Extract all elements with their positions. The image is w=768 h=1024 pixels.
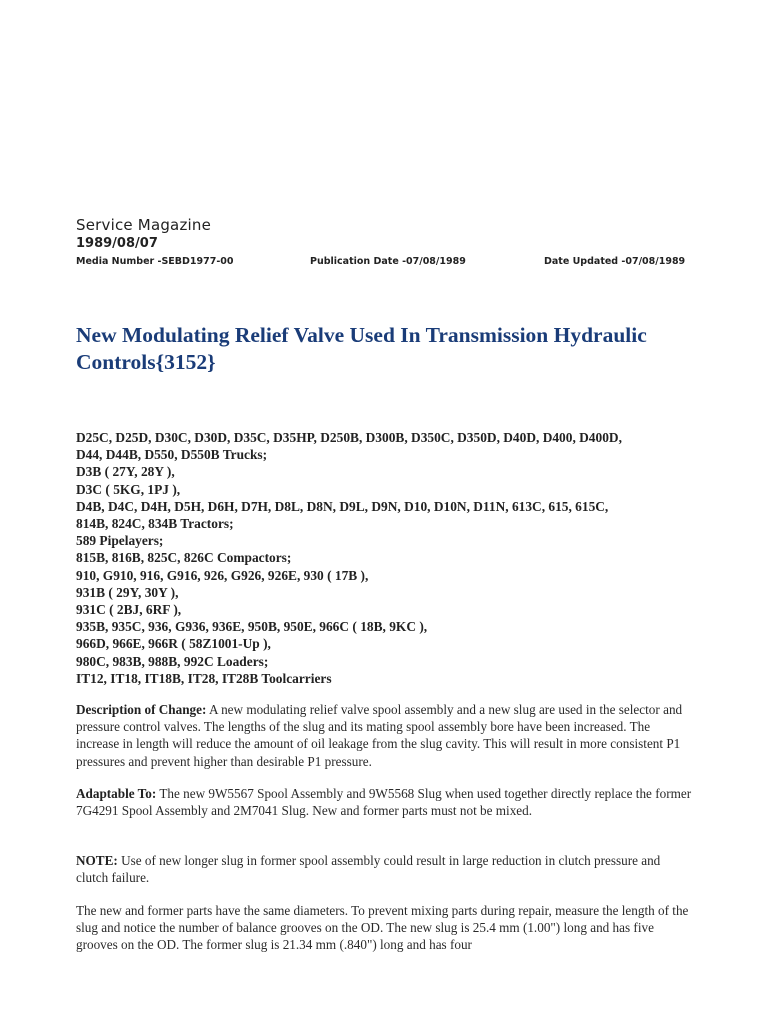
model-line: D3B ( 27Y, 28Y ), — [76, 464, 175, 480]
magazine-title: Service Magazine — [76, 216, 212, 234]
model-line: 931C ( 2BJ, 6RF ), — [76, 602, 182, 618]
parts-paragraph: The new and former parts have the same diameters. To prevent mixing parts during repair, measure the length of the slug and notice the number of balance grooves on the OD. The new slug is 25.4 mm (1.00") long and has five grooves on the OD. The former slug is 21.34 mm (.840") long and has four — [76, 903, 689, 953]
adaptable-paragraph — [76, 785, 694, 819]
applicable-models-list — [76, 429, 716, 687]
model-line: D44, D44B, D550, D550B Trucks; — [76, 447, 268, 463]
publication-date: Publication Date -07/08/1989 — [310, 256, 466, 267]
model-line: 910, G910, 916, G916, 926, G926, 926E, 930 ( 17B ), — [76, 567, 369, 583]
model-line: 815B, 816B, 825C, 826C Compactors; — [76, 550, 292, 566]
note-text: Use of new longer slug in former spool assembly could result in large reduction in clutch pressure and clutch failure. — [76, 853, 661, 886]
model-line: D3C ( 5KG, 1PJ ), — [76, 481, 181, 497]
note-label: NOTE: — [76, 853, 118, 868]
adaptable-label: Adaptable To: — [76, 786, 157, 801]
model-line: D25C, D25D, D30C, D30D, D35C, D35HP, D250B, D300B, D350C, D350D, D40D, D400, D400D, — [76, 430, 622, 445]
description-paragraph — [76, 701, 694, 770]
media-number: Media Number -SEBD1977-00 — [76, 256, 234, 267]
model-line: 980C, 983B, 988B, 992C Loaders; — [76, 653, 269, 669]
adaptable-text: The new 9W5567 Spool Assembly and 9W5568 Slug when used together directly replace the former 7G4291 Spool Assembly and 2M7041 Slug. New and former parts must not be mixed. — [76, 786, 692, 819]
model-line: IT12, IT18, IT18B, IT28, IT28B Toolcarriers — [76, 670, 332, 686]
date-updated: Date Updated -07/08/1989 — [544, 256, 686, 267]
note-paragraph — [76, 852, 694, 886]
model-line: 589 Pipelayers; — [76, 533, 164, 549]
model-line: D4B, D4C, D4H, D5H, D6H, D7H, D8L, D8N, D9L, D9N, D10, D10N, D11N, 613C, 615, 615C, — [76, 498, 609, 514]
description-label: Description of Change: — [76, 702, 207, 717]
magazine-date: 1989/08/07 — [76, 236, 158, 251]
model-line: 814B, 824C, 834B Tractors; — [76, 516, 234, 532]
model-line: 931B ( 29Y, 30Y ), — [76, 584, 179, 600]
article-title: New Modulating Relief Valve Used In Transmission Hydraulic Controls{3152} — [76, 323, 647, 374]
document-header — [76, 215, 706, 272]
description-text: A new modulating relief valve spool assembly and a new slug are used in the selector and pressure control valves. The lengths of the slug and its mating spool assembly bore have been increased. The increase in length will reduce the amount of oil leakage from the slug cavity. This will result in more consistent P1 pressures and prevent higher than desirable P1 pressure. — [76, 702, 683, 769]
model-line: 935B, 935C, 936, G936, 936E, 950B, 950E, 966C ( 18B, 9KC ), — [76, 619, 428, 635]
metadata-row — [76, 256, 706, 272]
model-line: 966D, 966E, 966R ( 58Z1001-Up ), — [76, 636, 271, 652]
